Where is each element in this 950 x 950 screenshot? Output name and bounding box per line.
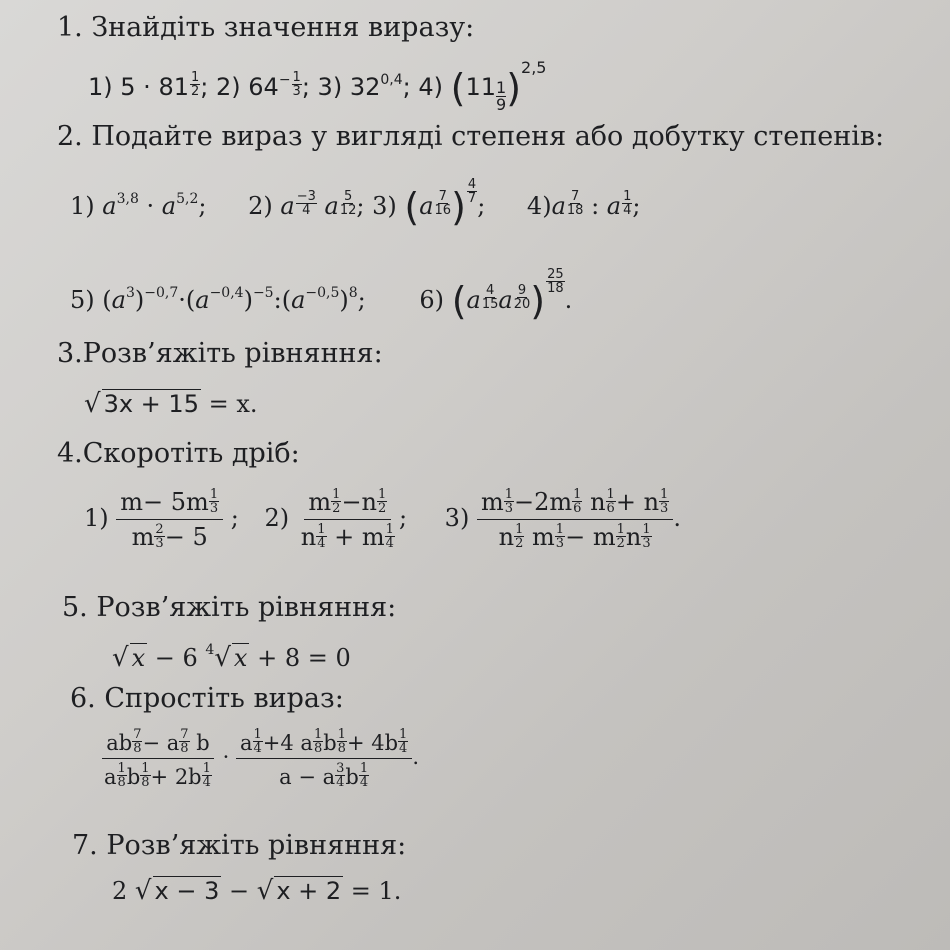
task-6-expression: ab $\frac{7}{8}$ − a $\frac{7}{8}$ b a $\frac{1}{8}$ b $\frac{1}{8}$ + 2b $\frac{1}{4}$ · a $\frac{1}{4}$ +4 a $\frac{1}{8}$ b $\frac{1}{8}$ + 4b $\frac{1}{4}$ a − a $\frac{3}{4}$ b $\frac{1}{4}$ . [104, 727, 419, 790]
task-3-heading: 3.Розв’яжіть рівняння: [57, 338, 383, 369]
task-5-heading: 5. Розв’яжіть рівняння: [62, 592, 397, 623]
task-6-heading: 6. Спростіть вираз: [70, 683, 344, 714]
task-2-row-1: 1) $a^{3,8} \cdot a^{5,2}$; 2) a $\frac{-3}{4}$ a $\frac{5}{12}$ ; 3) (a $\frac{7}{16}$ ) $\frac{4}{7}$ ; 4)a $\frac{7}{18}$ : a $\frac{1}{4}$ ; [70, 177, 641, 229]
task-3-equation: √ 3x + 15 = x. [84, 389, 258, 419]
task-5-equation: √ x − 6 $^4$√ x + 8 = 0 [112, 642, 351, 673]
task-1-problems: 1) 5 · 81 $\frac{1}{2}$ ; 2) 64− $\frac{1}{3}$ ; 3) 32$^{0,4}$; 4) (11 $\frac{1}{9}$ )$^{2,5}$ [88, 58, 547, 114]
task-1-heading: 1. Знайдіть значення виразу: [57, 12, 475, 43]
task-2-row-2: 5) $(a^3)^{-0,7}\cdot(a^{-0,4})^{-5}:(a^{-0,5})^8$; 6) (a $\frac{4}{15}$ a $\frac{9}{20}$ ) $\frac{25}{18}$ . [70, 267, 573, 323]
task-2-heading: 2. Подайте вираз у вигляді степеня або добутку степенів: [57, 121, 885, 152]
task-7-equation: 2 √ x − 3 − √ x + 2 = 1. [112, 876, 402, 906]
task-4-problems: 1) m− 5m $\frac{1}{3}$ m $\frac{2}{3}$ − 5 ; 2) m $\frac{1}{2}$ −n $\frac{1}{2}$ n $\frac{1}{4}$ + m $\frac{1}{4}$ ; 3) m $\frac{1}{3}$ −2m $\frac{1}{6}$ n $\frac{1}{6}$ + n $\frac{1}{3}$ n $\frac{1}{2}$ m $\frac{1}{3}$ − m $\frac{1}{2}$ n $\frac{1}{3}$ . [84, 487, 681, 551]
task-4-heading: 4.Скоротіть дріб: [57, 438, 300, 469]
task-7-heading: 7. Розв’яжіть рівняння: [72, 830, 407, 861]
